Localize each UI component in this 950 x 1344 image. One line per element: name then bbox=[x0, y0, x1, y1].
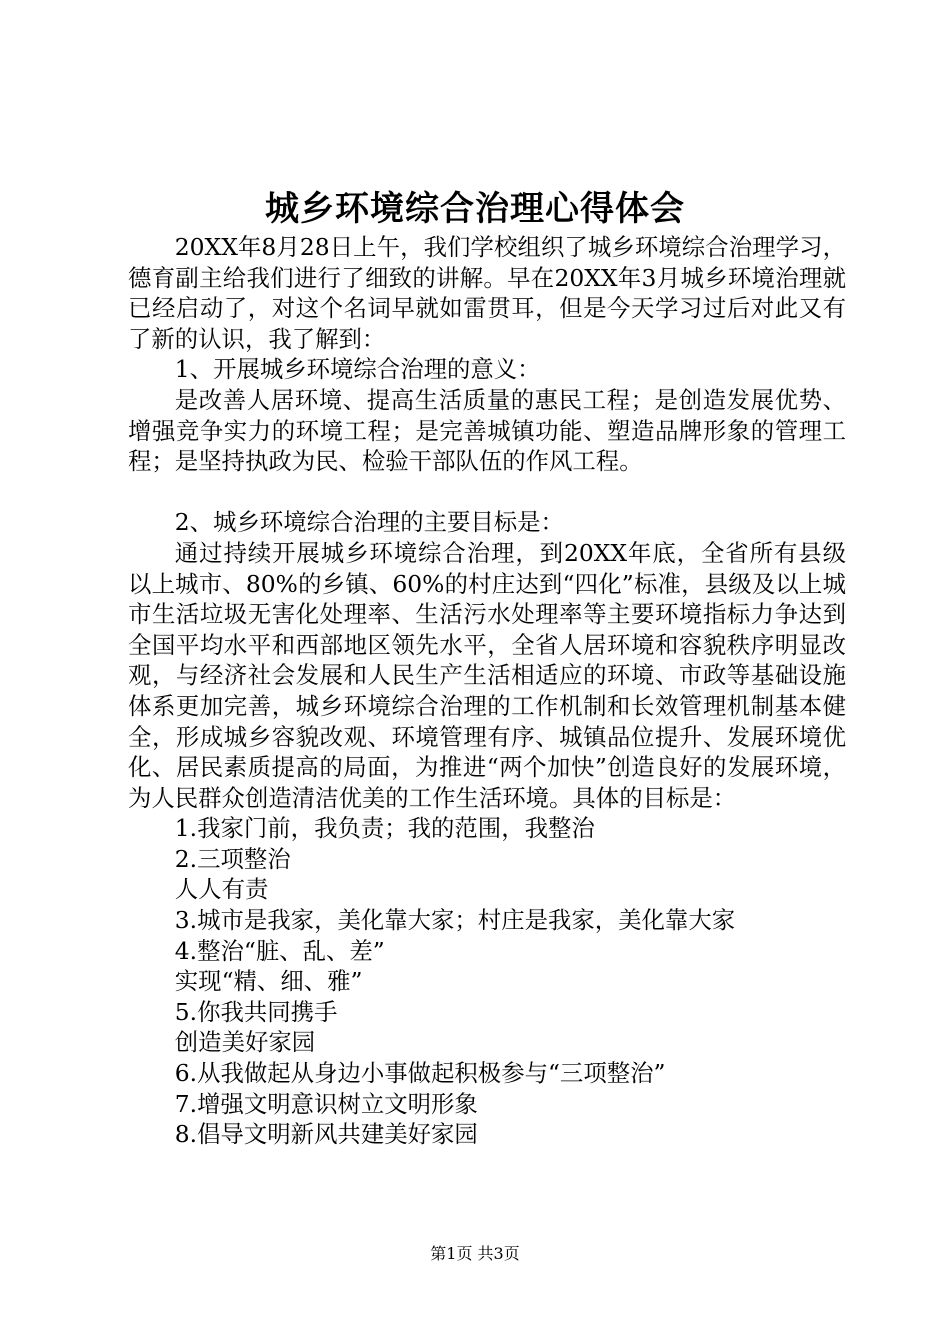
list-item: 实现“精、细、雅” bbox=[174, 967, 363, 996]
list-item: 创造美好家园 bbox=[174, 1028, 316, 1057]
list-item: 2.三项整治 bbox=[174, 844, 291, 873]
list-item: 3.城市是我家，美化靠大家；村庄是我家，美化靠大家 bbox=[174, 906, 736, 935]
document-body bbox=[128, 232, 846, 1150]
list-item: 5.你我共同携手 bbox=[174, 997, 338, 1026]
goals-paragraph: 通过持续开展城乡环境综合治理，到20XX年底，全省所有县级以上城市、80%的乡镇、60%的村庄达到“四化”标准，县级及以上城市生活垃圾无害化处理率、生活污水处理率等主要环境指标力争达到全国平均水平和西部地区领先水平，全省人居环境和容貌秩序明显改观，与经济社会发展和人民生产生活相适应的环境、市政等基础设施体系更加完善，城乡环境综合治理的工作机制和长效管理机制基本健全，形成城乡容貌改观、环境管理有序、城镇品位提升、发展环境优化、居民素质提高的局面，为推进“两个加快”创造良好的发展环境，为人民群众创造清洁优美的工作生活环境。具体的目标是： bbox=[128, 538, 846, 812]
document-title: 城乡环境综合治理心得体会 bbox=[265, 189, 685, 229]
list-item: 7.增强文明意识树立文明形象 bbox=[174, 1089, 478, 1118]
intro-paragraph: 20XX年8月28日上午，我们学校组织了城乡环境综合治理学习，德育副主给我们进行了细致的讲解。早在20XX年3月城乡环境治理就已经启动了，对这个名词早就如雷贯耳，但是今天学习过后对此又有了新的认识，我了解到： bbox=[128, 233, 846, 353]
list-item: 1.我家门前，我负责；我的范围，我整治 bbox=[174, 814, 595, 843]
section-heading-meaning: 1、开展城乡环境综合治理的意义： bbox=[174, 355, 541, 384]
list-item: 4.整治“脏、乱、差” bbox=[174, 936, 385, 965]
list-item: 8.倡导文明新风共建美好家园 bbox=[174, 1120, 478, 1149]
list-item: 人人有责 bbox=[174, 875, 269, 904]
list-item: 6.从我做起从身边小事做起积极参与“三项整治” bbox=[174, 1059, 666, 1088]
blank-line bbox=[128, 477, 846, 508]
page-footer: 第1页 共3页 bbox=[430, 1244, 520, 1263]
section-heading-goals: 2、城乡环境综合治理的主要目标是： bbox=[174, 508, 564, 537]
meaning-paragraph: 是改善人居环境、提高生活质量的惠民工程；是创造发展优势、增强竞争实力的环境工程；是完善城镇功能、塑造品牌形象的管理工程；是坚持执政为民、检验干部队伍的作风工程。 bbox=[128, 385, 846, 476]
